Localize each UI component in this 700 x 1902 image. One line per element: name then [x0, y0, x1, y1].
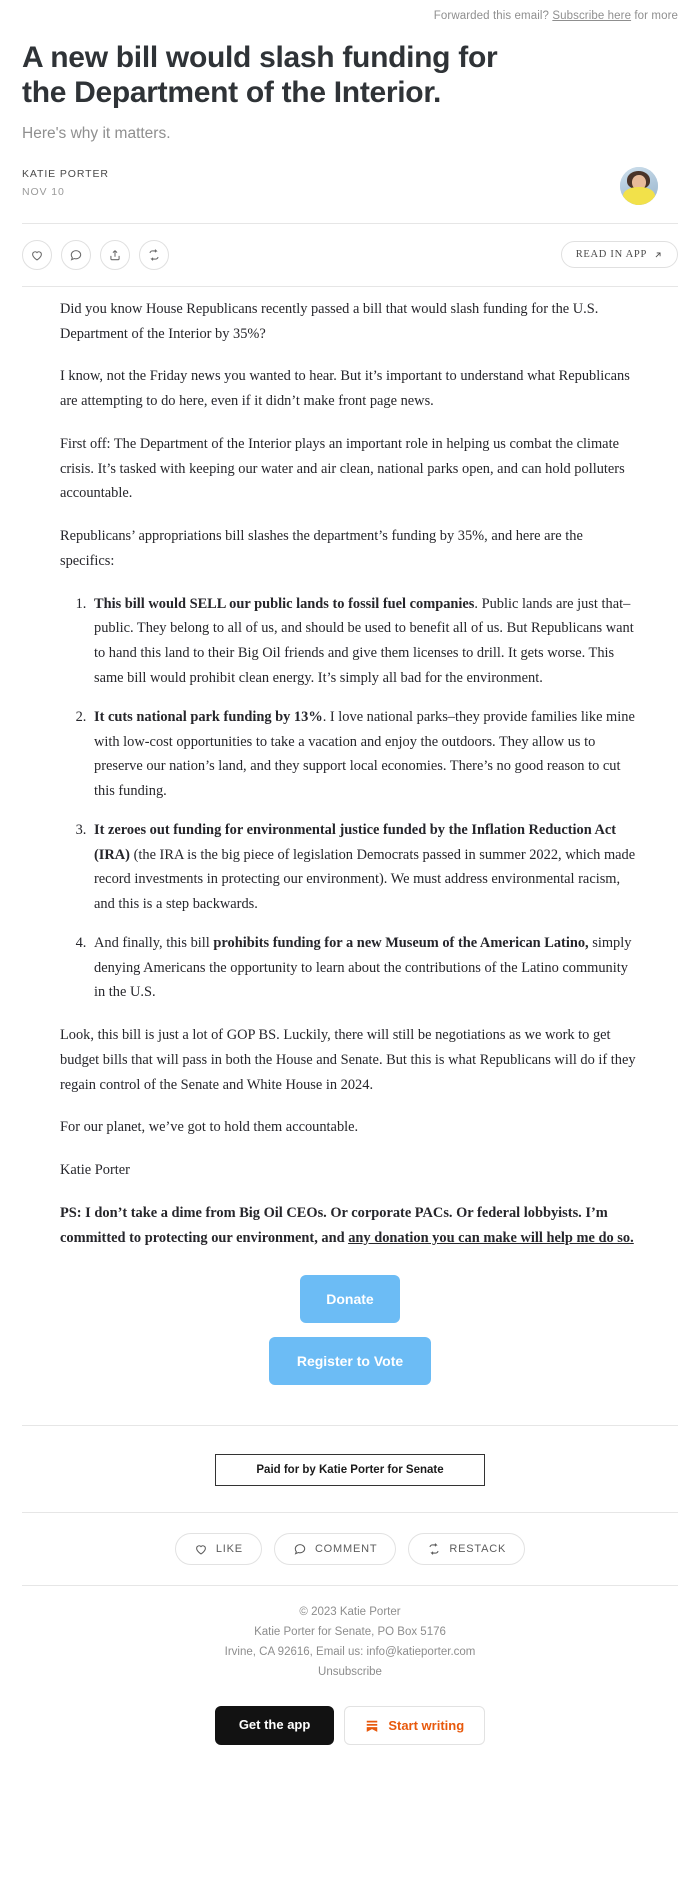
- paragraph-5: Look, this bill is just a lot of GOP BS. Luckily, there will still be negotiations as we work to get budget bills that will pass in both the House and Senate. But this is what Republicans will do if they regain control of the Senate and White House in 2024.: [60, 1027, 636, 1093]
- page-title: A new bill would slash funding for the Department of the Interior.: [22, 41, 498, 110]
- list-item-rest: simply denying Americans the opportunity to learn about the contributions of the Latino community in the U.S.: [94, 934, 632, 1001]
- start-writing-button[interactable]: [344, 1706, 485, 1745]
- list-item-rest: (the IRA is the big piece of legislation Democrats passed in summer 2022, which made record investments in protecting our environment). We must address environmental racism, and this is a step backwards.: [94, 846, 636, 913]
- footer-like-label: LIKE: [215, 1542, 243, 1555]
- footer-comment-button[interactable]: [274, 1533, 396, 1565]
- forwarded-suffix: for more: [634, 10, 678, 22]
- register-to-vote-button[interactable]: Register to Vote: [269, 1337, 431, 1385]
- action-icon-group: [22, 240, 169, 270]
- byline-row: [22, 167, 678, 205]
- heart-icon: [30, 248, 44, 262]
- paid-for-wrap: [0, 1426, 700, 1512]
- paragraph-3: First off: The Department of the Interior plays an important role in helping us combat the climate crisis. It’s tasked with keeping our water and air clean, national parks open, and can hold polluters accountable.: [60, 435, 625, 502]
- substack-logo-icon: [365, 1719, 379, 1733]
- post-header: [0, 22, 700, 205]
- author-name[interactable]: KATIE PORTER: [22, 167, 109, 180]
- action-bar: [0, 224, 700, 286]
- publish-date: NOV 10: [22, 186, 65, 198]
- list-item: [90, 818, 640, 917]
- restack-icon: [427, 1542, 441, 1556]
- post-body: [0, 287, 700, 1399]
- list-item-bold: prohibits funding for a new Museum of the American Latino,: [213, 934, 589, 951]
- list-item: [90, 705, 640, 804]
- share-icon: [108, 248, 122, 262]
- comment-button[interactable]: [61, 240, 91, 270]
- ps-paragraph: [60, 1201, 640, 1251]
- copyright-block: [0, 1586, 700, 1699]
- list-item-rest: . Public lands are just that–public. They belong to all of us, and should be used to benefit all of us. But Republicans want to hand this land to their Big Oil friends and give them licenses to drill. It gets worse. This same bill would prohibit clean energy. It’s simply all bad for the environment.: [94, 595, 634, 686]
- avatar-shirt: [623, 187, 655, 205]
- avatar[interactable]: [620, 167, 658, 205]
- list-item: [90, 931, 640, 1005]
- restack-icon: [147, 248, 161, 262]
- share-button[interactable]: [100, 240, 130, 270]
- specifics-list: [60, 592, 640, 1005]
- read-in-app-button[interactable]: [561, 241, 678, 268]
- arrow-up-right-icon: [653, 250, 663, 260]
- get-the-app-button[interactable]: Get the app: [215, 1706, 335, 1745]
- cta-group: [60, 1269, 640, 1399]
- paragraph-1: Did you know House Republicans recently passed a bill that would slash funding for the U.S. Department of the Interior by 35%?: [60, 300, 599, 342]
- ps-text: PS: I don’t take a dime from Big Oil CEOs. Or corporate PACs. Or federal lobbyists. I’m committed to protecting our environment, and: [60, 1204, 608, 1246]
- footer-like-button[interactable]: [175, 1533, 262, 1565]
- footer-restack-button[interactable]: [408, 1533, 525, 1565]
- read-in-app-label: READ IN APP: [575, 249, 647, 261]
- forwarded-bar: [0, 0, 700, 22]
- footer-comment-label: COMMENT: [314, 1542, 378, 1555]
- page-subtitle: Here's why it matters.: [22, 124, 171, 142]
- list-item-rest: . I love national parks–they provide families like mine with low-cost opportunities to take a vacation and enjoy the outdoors. They allow us to preserve our nation’s land, and they support local economies. There’s no good reason to cut this funding.: [94, 708, 635, 800]
- copyright-line-1: © 2023 Katie Porter: [299, 1605, 401, 1618]
- list-item-bold: It zeroes out funding for environmental justice funded by the Inflation Reduction Act (IRA): [94, 821, 617, 863]
- restack-button[interactable]: [139, 240, 169, 270]
- forwarded-prefix: Forwarded this email?: [433, 10, 550, 22]
- like-button[interactable]: [22, 240, 52, 270]
- byline: [22, 167, 109, 200]
- list-item-bold: This bill would SELL our public lands to fossil fuel companies: [94, 595, 475, 612]
- social-row: [0, 1513, 700, 1585]
- footer-restack-label: RESTACK: [449, 1542, 507, 1555]
- comment-icon: [293, 1542, 307, 1556]
- donation-link[interactable]: any donation you can make will help me do so.: [348, 1229, 634, 1246]
- comment-icon: [69, 248, 83, 262]
- paragraph-2: I know, not the Friday news you wanted to hear. But it’s important to understand what Republicans are attempting to do here, even if it didn’t make front page news.: [60, 368, 630, 410]
- signoff: Katie Porter: [60, 1162, 130, 1179]
- paragraph-4: Republicans’ appropriations bill slashes the department’s funding by 35%, and here are the specifics:: [60, 528, 583, 569]
- subscribe-here-link[interactable]: Subscribe here: [552, 10, 632, 22]
- copyright-line-2: Katie Porter for Senate, PO Box 5176: [254, 1625, 446, 1638]
- app-button-row: [0, 1698, 700, 1773]
- list-item-bold: It cuts national park funding by 13%: [94, 708, 323, 725]
- copyright-line-3: Irvine, CA 92616, Email us: info@katieporter.com: [224, 1645, 476, 1658]
- unsubscribe-link[interactable]: Unsubscribe: [318, 1666, 382, 1679]
- list-item-lead: And finally, this bill: [94, 934, 214, 951]
- donate-button[interactable]: Donate: [300, 1275, 399, 1323]
- paragraph-6: For our planet, we’ve got to hold them accountable.: [60, 1119, 359, 1136]
- heart-icon: [194, 1542, 208, 1556]
- start-writing-label: Start writing: [388, 1718, 465, 1734]
- list-item: [90, 592, 640, 691]
- paid-for-disclaimer: Paid for by Katie Porter for Senate: [215, 1454, 484, 1486]
